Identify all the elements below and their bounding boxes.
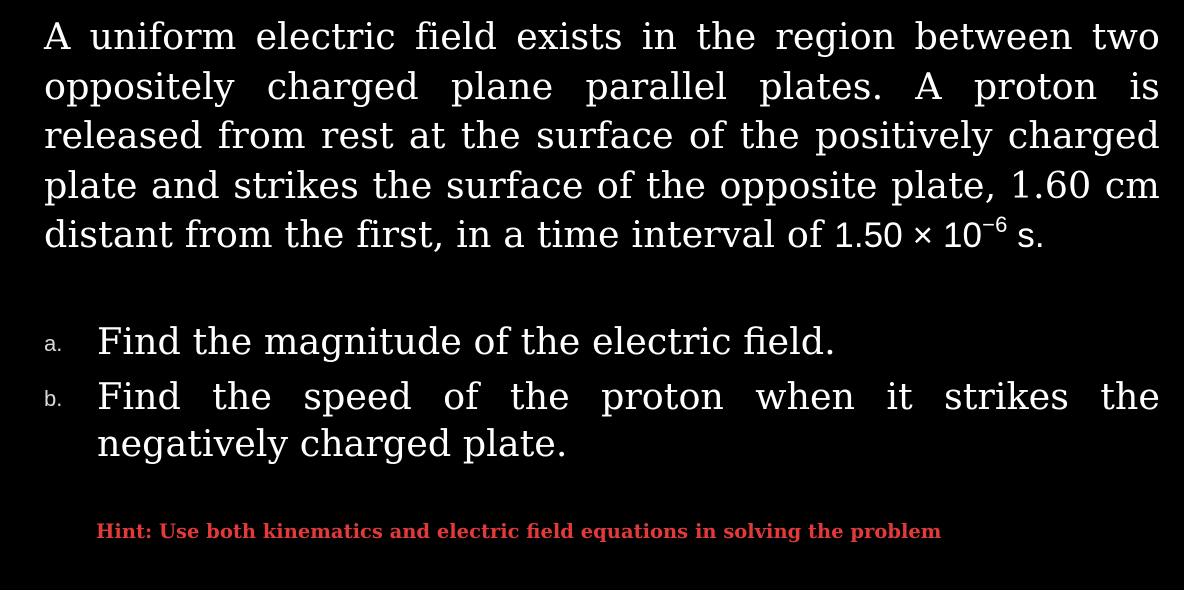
- hint-text: Hint: Use both kinematics and electric field equations in solving the problem: [96, 520, 942, 543]
- question-parts: [44, 318, 1160, 475]
- time-interval: [834, 212, 1045, 255]
- time-value: 1.50 × 10: [834, 216, 983, 255]
- part-b-text: Find the speed of the proton when it strikes the negatively charged plate.: [97, 375, 1160, 465]
- part-a-text: Find the magnitude of the electric field.: [97, 320, 836, 363]
- problem-statement: [44, 12, 1160, 261]
- question-part-b: [44, 373, 1160, 467]
- time-exponent: −6: [982, 212, 1008, 237]
- question-part-a: [44, 318, 1160, 365]
- part-a-letter: a.: [44, 331, 63, 356]
- part-b-letter: b.: [44, 386, 63, 411]
- problem-text: A uniform electric field exists in the region between two oppositely charged plane parallel plates. A proton is released from rest at the surface of the positively charged plate and strikes the surface of the opposite plate, 1.60 cm distant from the first, in a time interval of: [44, 15, 1160, 256]
- time-unit: s.: [1017, 216, 1045, 255]
